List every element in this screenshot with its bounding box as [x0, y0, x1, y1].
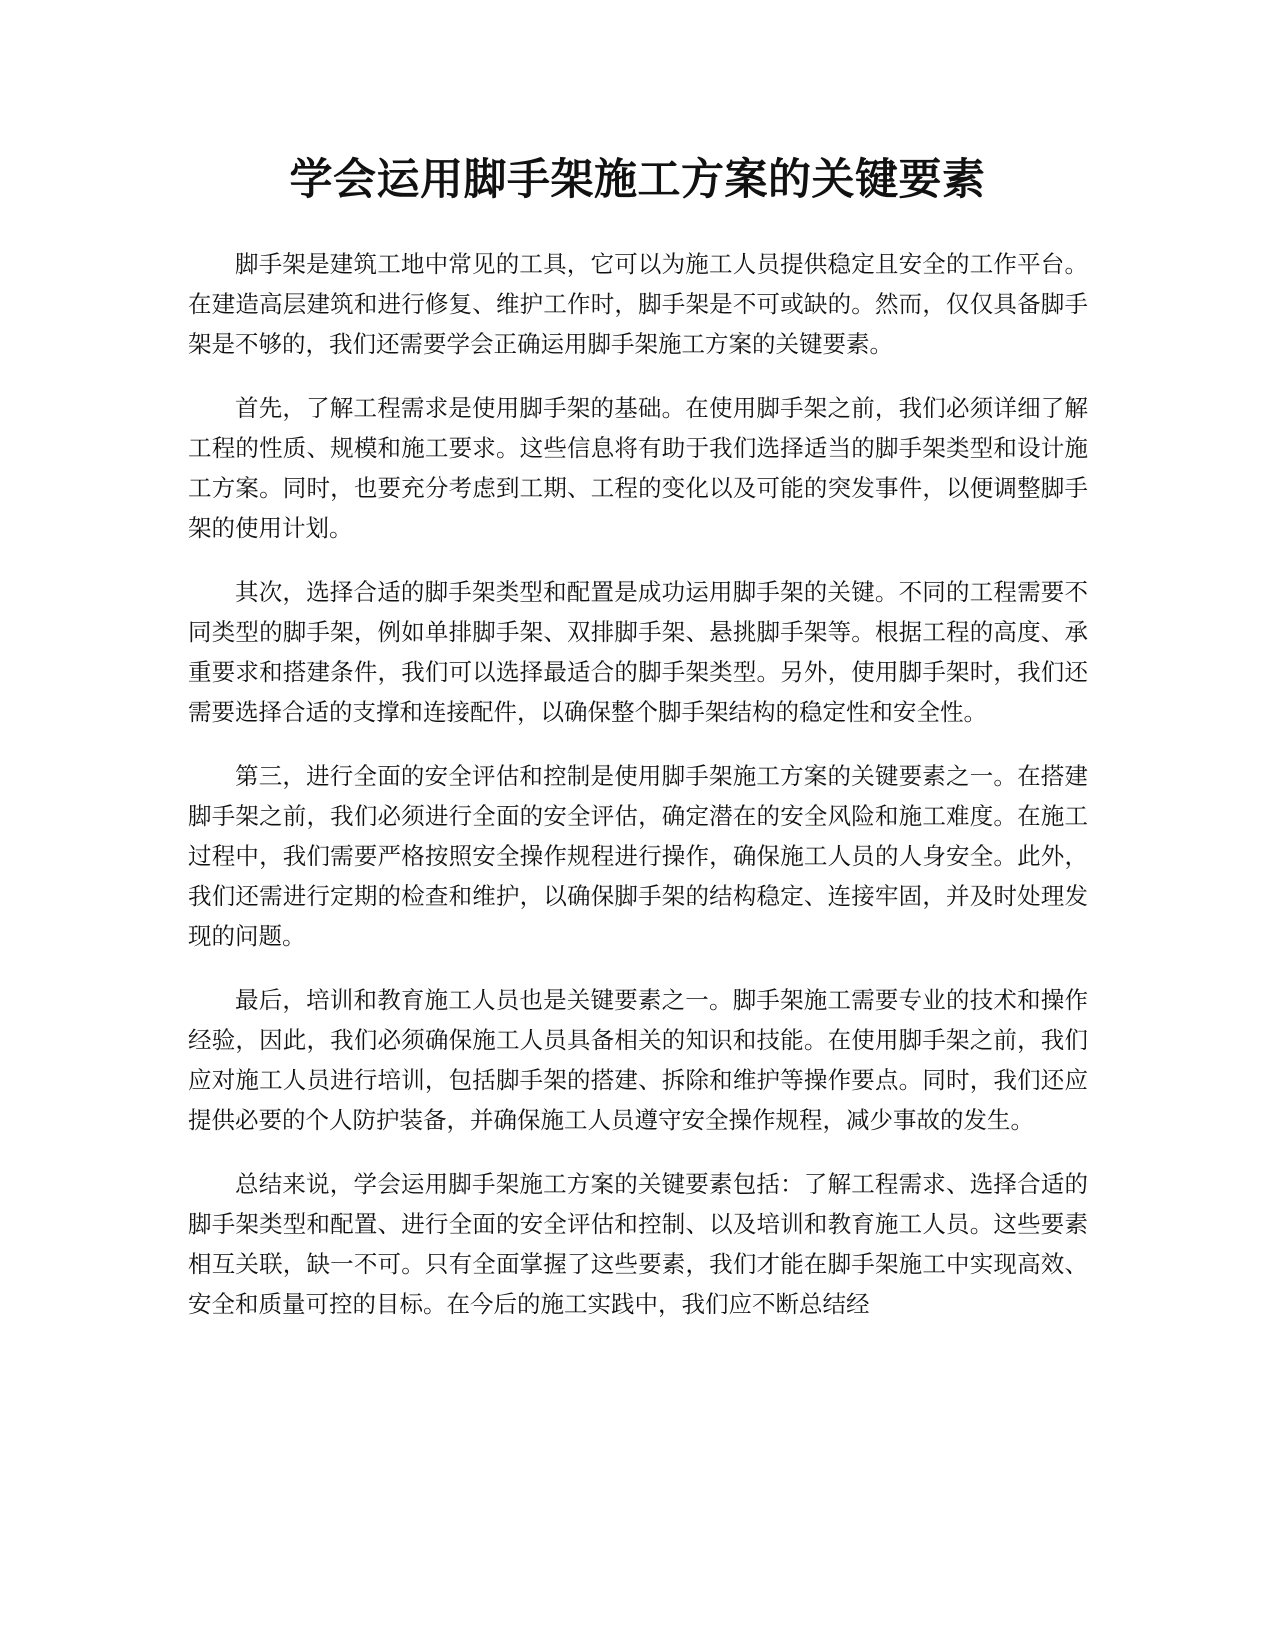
paragraph-third: 第三，进行全面的安全评估和控制是使用脚手架施工方案的关键要素之一。在搭建脚手架之前，我们必须进行全面的安全评估，确定潜在的安全风险和施工难度。在施工过程中，我们需要严格按照安全操作规程进行操作，确保施工人员的人身安全。此外，我们还需进行定期的检查和维护，以确保脚手架的结构稳定、连接牢固，并及时处理发现的问题。: [188, 762, 1088, 950]
paragraph-last: 最后，培训和教育施工人员也是关键要素之一。脚手架施工需要专业的技术和操作经验，因此，我们必须确保施工人员具备相关的知识和技能。在使用脚手架之前，我们应对施工人员进行培训，包括脚手架的搭建、拆除和维护等操作要点。同时，我们还应提供必要的个人防护装备，并确保施工人员遵守安全操作规程，减少事故的发生。: [188, 986, 1088, 1134]
paragraph-summary: 总结来说，学会运用脚手架施工方案的关键要素包括：了解工程需求、选择合适的脚手架类型和配置、进行全面的安全评估和控制、以及培训和教育施工人员。这些要素相互关联，缺一不可。只有全面掌握了这些要素，我们才能在脚手架施工中实现高效、安全和质量可控的目标。在今后的施工实践中，我们应不断总结经: [188, 1170, 1088, 1318]
document-title: 学会运用脚手架施工方案的关键要素: [289, 155, 986, 205]
paragraph-intro: 脚手架是建筑工地中常见的工具，它可以为施工人员提供稳定且安全的工作平台。在建造高层建筑和进行修复、维护工作时，脚手架是不可或缺的。然而，仅仅具备脚手架是不够的，我们还需要学会正确运用脚手架施工方案的关键要素。: [188, 250, 1088, 358]
paragraph-first: 首先，了解工程需求是使用脚手架的基础。在使用脚手架之前，我们必须详细了解工程的性质、规模和施工要求。这些信息将有助于我们选择适当的脚手架类型和设计施工方案。同时，也要充分考虑到工期、工程的变化以及可能的突发事件，以便调整脚手架的使用计划。: [188, 394, 1088, 542]
document-body: [188, 244, 1088, 1348]
paragraph-second: 其次，选择合适的脚手架类型和配置是成功运用脚手架的关键。不同的工程需要不同类型的脚手架，例如单排脚手架、双排脚手架、悬挑脚手架等。根据工程的高度、承重要求和搭建条件，我们可以选择最适合的脚手架类型。另外，使用脚手架时，我们还需要选择合适的支撑和连接配件，以确保整个脚手架结构的稳定性和安全性。: [188, 578, 1088, 726]
